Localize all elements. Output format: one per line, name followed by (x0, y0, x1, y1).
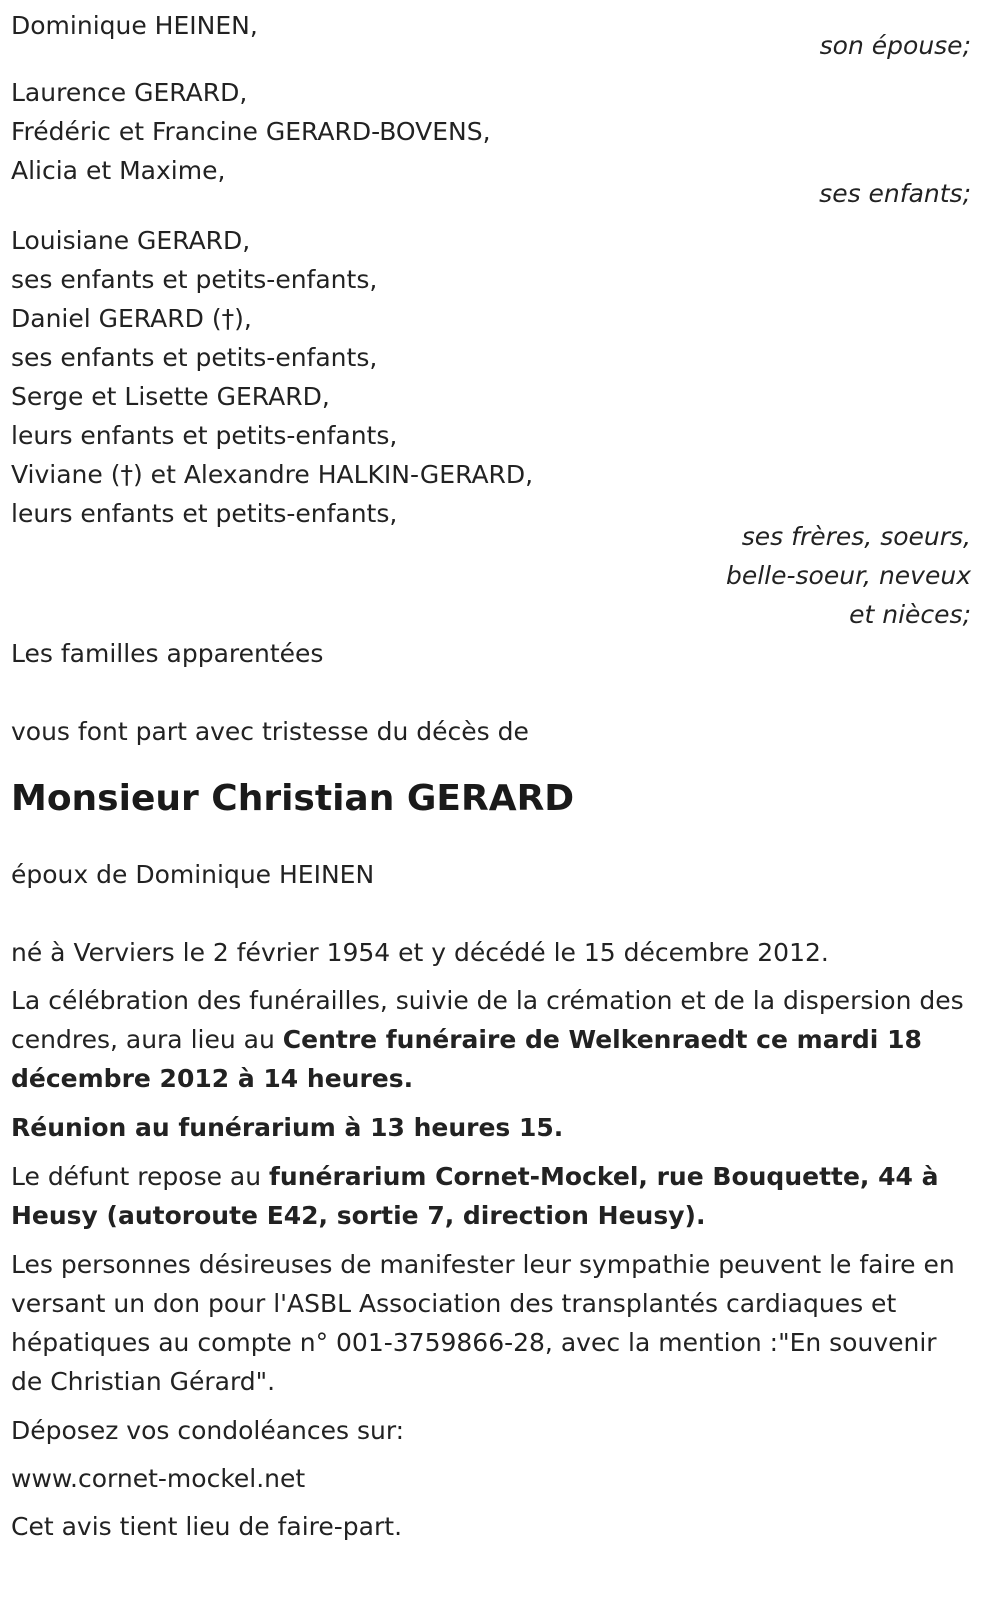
ceremony-paragraph (11, 981, 971, 1098)
family-name-line: Laurence GERARD, (11, 78, 248, 107)
family-name-line: Daniel GERARD (†), (11, 304, 252, 333)
relationship-label: et nièces; (849, 600, 971, 629)
repose-paragraph (11, 1157, 971, 1235)
repose-location: funérarium Cornet-Mockel, rue Bouquette, 44 à Heusy (autoroute E42, sortie 7, direction Heusy). (11, 1162, 939, 1230)
repose-text: Le défunt repose au (11, 1162, 270, 1191)
condolences-url[interactable]: www.cornet-mockel.net (11, 1464, 306, 1493)
condolences-label: Déposez vos condoléances sur: (11, 1416, 405, 1445)
family-name-line: leurs enfants et petits-enfants, (11, 499, 398, 528)
family-group-siblings (11, 221, 971, 634)
family-name-line: leurs enfants et petits-enfants, (11, 421, 398, 450)
family-name-line: Viviane (†) et Alexandre HALKIN-GERARD, (11, 460, 534, 489)
relationship-label: ses enfants; (819, 179, 971, 208)
donation-paragraph: Les personnes désireuses de manifester leur sympathie peuvent le faire en versant un don pour l'ASBL Association des transplantés cardiaques et hépatiques au compte n° 001-3759866-28, avec la mention :"En souvenir de Christian Gérard". (11, 1250, 955, 1396)
ceremony-location-time: Centre funéraire de Welkenraedt ce mardi 18 décembre 2012 à 14 heures. (11, 1025, 922, 1093)
ceremony-text: La célébration des funérailles, suivie de la crémation et de la dispersion des cendres, aura lieu au (11, 986, 964, 1054)
relationship-label: belle-soeur, neveux (725, 561, 971, 590)
family-group-children (11, 73, 971, 213)
family-name-line: ses enfants et petits-enfants, (11, 343, 378, 372)
family-name-line: Dominique HEINEN, (11, 11, 258, 40)
relationship-label: son épouse; (819, 31, 971, 60)
family-name-line: Alicia et Maxime, (11, 156, 226, 185)
family-name-line: ses enfants et petits-enfants, (11, 265, 378, 294)
deceased-name: Monsieur Christian GERARD (11, 778, 575, 819)
notice-text: Cet avis tient lieu de faire-part. (11, 1512, 403, 1541)
family-group-spouse (11, 6, 971, 65)
relationship-label: ses frères, soeurs, (741, 522, 971, 551)
related-families: Les familles apparentées (11, 639, 324, 668)
birth-death-line: né à Verviers le 2 février 1954 et y décédé le 15 décembre 2012. (11, 938, 829, 967)
deceased-spouse: époux de Dominique HEINEN (11, 860, 375, 889)
family-name-line: Frédéric et Francine GERARD-BOVENS, (11, 117, 491, 146)
meeting-info: Réunion au funérarium à 13 heures 15. (11, 1113, 564, 1142)
announcement-text: vous font part avec tristesse du décès de (11, 717, 529, 746)
family-name-line: Serge et Lisette GERARD, (11, 382, 330, 411)
obituary-notice (11, 6, 971, 1546)
family-name-line: Louisiane GERARD, (11, 226, 251, 255)
